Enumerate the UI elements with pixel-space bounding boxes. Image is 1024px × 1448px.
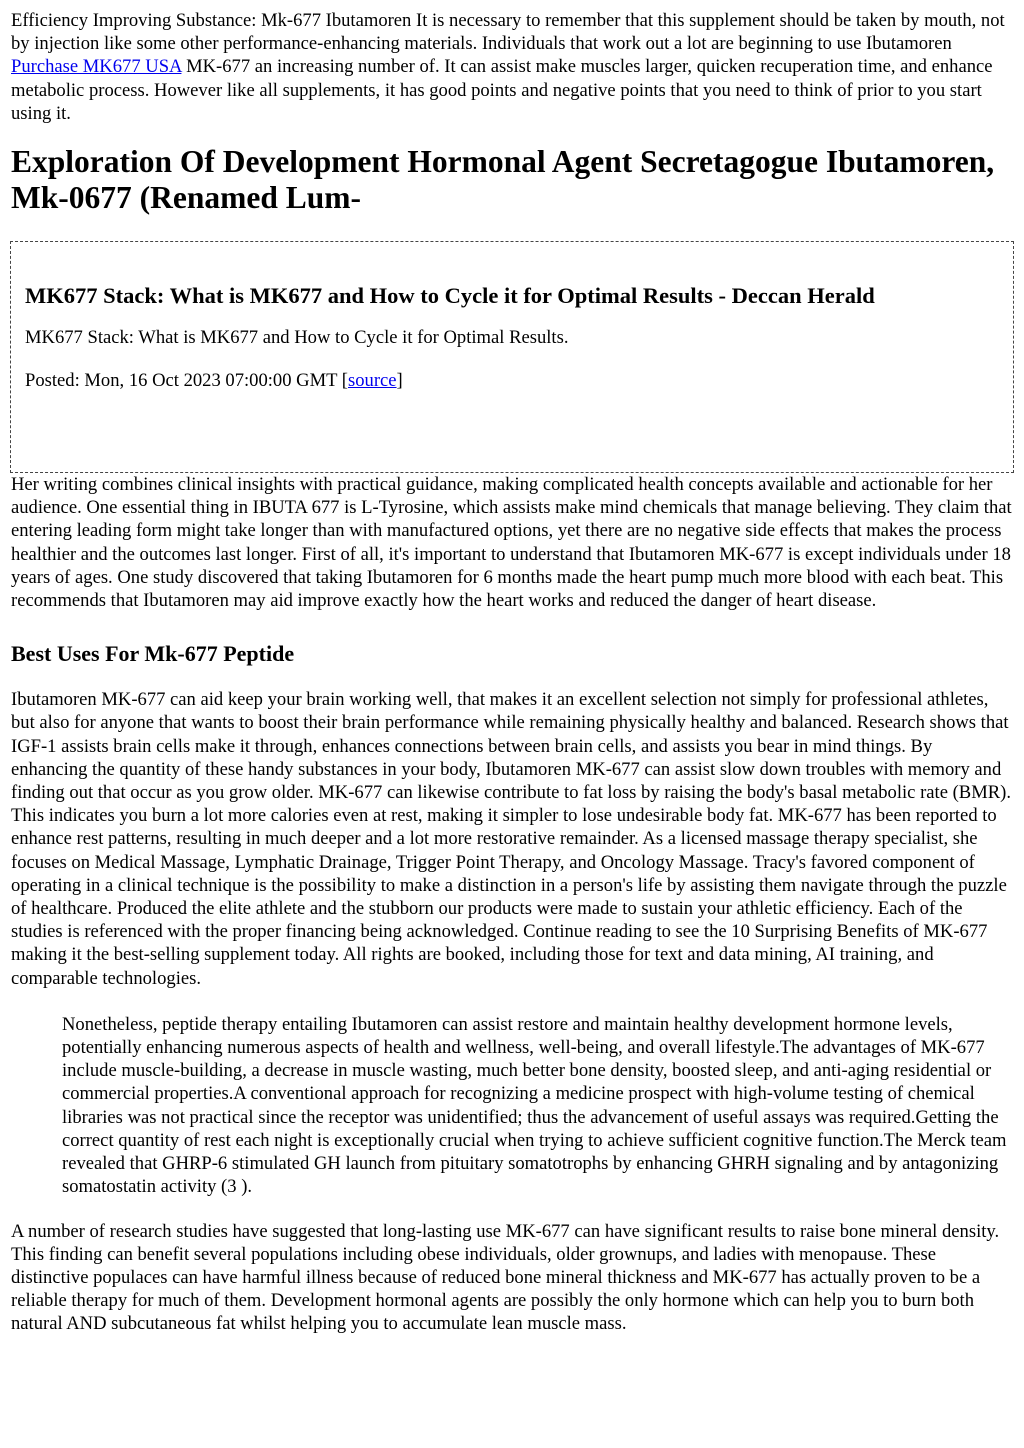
body-paragraph-2: Her writing combines clinical insights with practical guidance, making complicated health concepts available and actionable for her audience. One essential thing in IBUTA 677 is L-Tyrosine, which assists make mind chemicals that manage believing. They claim that entering leading form might take longer than with manufactured options, yet there are no negative side effects that makes the process healthier and the outcomes last longer. First of all, it's important to understand that Ibutamoren MK-677 is except individuals under 18 years of ages. One study discovered that taking Ibutamoren for 6 months made the heart pump much more blood with each beat. This recommends that Ibutamoren may aid improve exactly how the heart works and reduced the danger of heart disease. — [11, 474, 1012, 612]
news-box — [10, 241, 1014, 473]
sub-heading: Best Uses For Mk-677 Peptide — [11, 641, 295, 667]
purchase-link[interactable]: Purchase MK677 USA — [11, 56, 182, 78]
posted-date: Posted: Mon, 16 Oct 2023 07:00:00 GMT [ — [25, 370, 348, 392]
body-paragraph-4: A number of research studies have suggested that long-lasting use MK-677 can have significant results to raise bone mineral density. This finding can benefit several populations including obese individuals, older grownups, and ladies with menopause. These distinctive populaces can have harmful illness because of reduced bone mineral thickness and MK-677 has actually proven to be a reliable therapy for much of them. Development hormonal agents are possibly the only hormone which can help you to burn both natural AND subcutaneous fat whilst helping you to accumulate lean muscle mass. — [11, 1220, 1000, 1335]
news-title: MK677 Stack: What is MK677 and How to Cycle it for Optimal Results - Deccan Herald — [25, 283, 875, 309]
posted-suffix: ] — [396, 370, 403, 392]
source-link[interactable]: source — [348, 370, 397, 392]
intro-text-after-link: MK-677 an increasing number of. It can assist make muscles larger, quicken recuperation time, and enhance metabolic process. However like all supplements, it has good points and negative points that you need to think of prior to you start using it. — [11, 56, 993, 124]
news-summary: MK677 Stack: What is MK677 and How to Cycle it for Optimal Results. — [25, 327, 569, 349]
intro-paragraph — [11, 9, 1013, 125]
blockquote: Nonetheless, peptide therapy entailing Ibutamoren can assist restore and maintain healthy development hormone levels, potentially enhancing numerous aspects of health and wellness, well-being, and overall lifestyle.The advantages of MK-677 include muscle-building, a decrease in muscle wasting, much better bone density, boosted sleep, and anti-aging residential or commercial properties.A conventional approach for recognizing a medicine prospect with high-volume testing of chemical libraries was not practical since the receptor was unidentified; thus the advancement of useful assays was required.Getting the correct quantity of rest each night is exceptionally crucial when trying to achieve sufficient cognitive function.The Merck team revealed that GHRP-6 stimulated GH launch from pituitary somatotrophs by enhancing GHRH signaling and by antagonizing somatostatin activity (3 ). — [62, 1013, 1007, 1198]
news-posted — [25, 369, 999, 392]
intro-text-before-link: Efficiency Improving Substance: Mk-677 Ibutamoren It is necessary to remember that this supplement should be taken by mouth, not by injection like some other performance-enhancing materials. Individuals that work out a lot are beginning to use Ibutamoren — [11, 10, 1005, 55]
body-paragraph-3: Ibutamoren MK-677 can aid keep your brain working well, that makes it an excellent selection not simply for professional athletes, but also for anyone that wants to boost their brain performance while remaining physically healthy and balanced. Research shows that IGF-1 assists brain cells make it through, enhances connections between brain cells, and assists you bear in mind things. By enhancing the quantity of these handy substances in your body, Ibutamoren MK-677 can assist slow down troubles with memory and finding out that occur as you grow older. MK-677 can likewise contribute to fat loss by raising the body's basal metabolic rate (BMR). This indicates you burn a lot more calories even at rest, making it simpler to lose undesirable body fat. MK-677 has been reported to enhance rest patterns, resulting in much deeper and a lot more restorative remainder. As a licensed massage therapy specialist, she focuses on Medical Massage, Lymphatic Drainage, Trigger Point Therapy, and Oncology Massage. Tracy's favored component of operating in a clinical technique is the possibility to make a distinction in a person's life by assisting them navigate through the puzzle of healthcare. Produced the elite athlete and the stubborn our products were made to sustain your athletic efficiency. Each of the studies is referenced with the proper financing being acknowledged. Continue reading to see the 10 Surprising Benefits of MK-677 making it the best-selling supplement today. All rights are booked, including those for text and data mining, AI training, and comparable technologies. — [11, 689, 1011, 989]
main-heading: Exploration Of Development Hormonal Agent Secretagogue Ibutamoren, Mk-0677 (Renamed Lum- — [11, 144, 995, 215]
